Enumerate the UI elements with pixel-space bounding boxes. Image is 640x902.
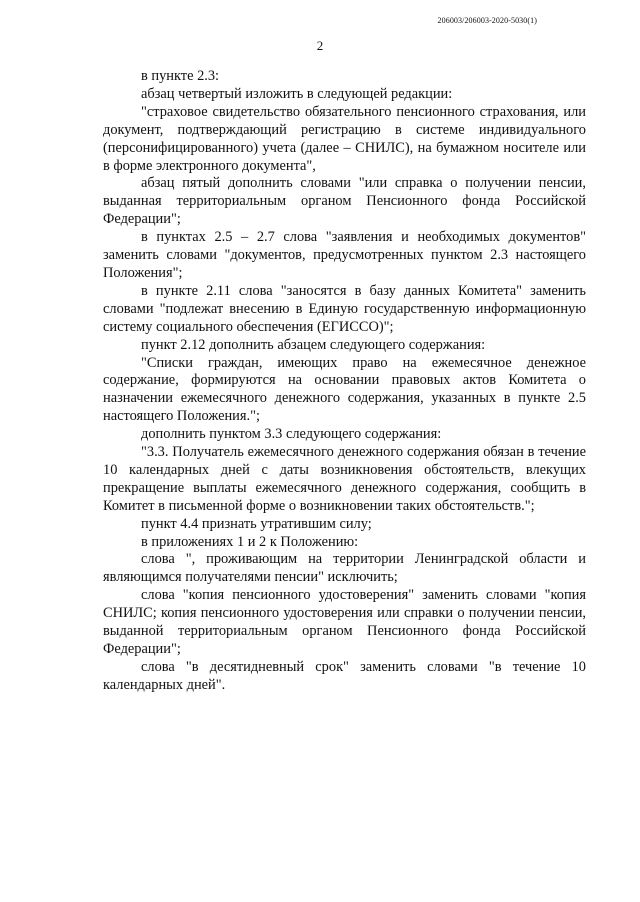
document-body bbox=[103, 68, 586, 695]
paragraph: дополнить пунктом 3.3 следующего содержания: bbox=[141, 426, 442, 443]
paragraph: слова "копия пенсионного удостоверения" заменить словами "копия СНИЛС; копия пенсионного удостоверения или справки о получении пенсии, выданной территориальным органом Пенсионного фонда Российской Федерации"; bbox=[103, 587, 586, 657]
paragraph: абзац четвертый изложить в следующей редакции: bbox=[141, 85, 453, 102]
page-number: 2 bbox=[316, 38, 324, 53]
paragraph: "Списки граждан, имеющих право на ежемесячное денежное содержание, формируются на основании правовых актов Комитета о назначении ежемесячного денежного содержания, указанных в пункте 2.5 настоящего Положения."; bbox=[103, 354, 586, 425]
paragraph: "страховое свидетельство обязательного пенсионного страхования, или документ, подтверждающий регистрацию в системе индивидуального (персонифицированного) учета (далее – СНИЛС), на бумажном носителе или в форме электронного документа", bbox=[103, 103, 586, 174]
paragraph: в пунктах 2.5 – 2.7 слова "заявления и необходимых документов" заменить словами "документов, предусмотренных пунктом 2.3 настоящего Положения"; bbox=[103, 229, 586, 281]
paragraph: слова "в десятидневный срок" заменить словами "в течение 10 календарных дней". bbox=[103, 658, 586, 693]
document-code: 206003/206003-2020-5030(1) bbox=[437, 16, 537, 25]
paragraph: в пункте 2.11 слова "заносятся в базу данных Комитета" заменить словами "подлежат внесению в Единую государственную информационную систему социального обеспечения (ЕГИССО)"; bbox=[103, 282, 586, 335]
paragraph: пункт 2.12 дополнить абзацем следующего содержания: bbox=[141, 336, 486, 353]
paragraph: в приложениях 1 и 2 к Положению: bbox=[141, 533, 359, 550]
paragraph: абзац пятый дополнить словами "или справка о получении пенсии, выданная территориальным органом Пенсионного фонда Российской Федерации"; bbox=[103, 175, 586, 228]
paragraph: слова ", проживающим на территории Ленинградской области и являющимся получателями пенсии" исключить; bbox=[103, 551, 586, 586]
paragraph: пункт 4.4 признать утратившим силу; bbox=[141, 515, 372, 532]
paragraph: в пункте 2.3: bbox=[141, 68, 220, 84]
paragraph: "3.3. Получатель ежемесячного денежного содержания обязан в течение 10 календарных дней с даты возникновения обстоятельств, влекущих прекращение выплаты ежемесячного денежного содержания, сообщить в Комитет в письменной форме о возникновении таких обстоятельств."; bbox=[103, 444, 586, 514]
